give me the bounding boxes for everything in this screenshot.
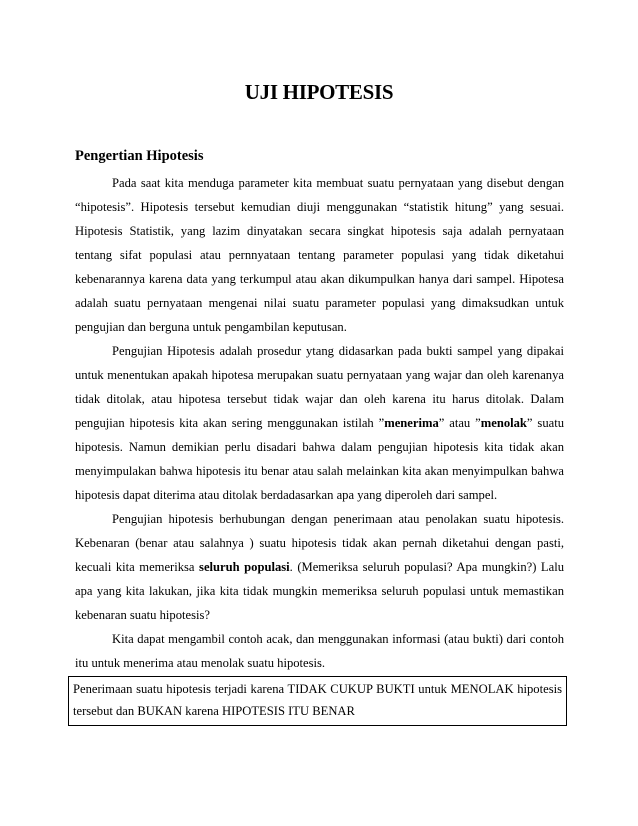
document-title: UJI HIPOTESIS: [244, 80, 394, 104]
section-heading: Pengertian Hipotesis: [75, 148, 204, 164]
paragraph-testing-text-3: ” suatu hipotesis. Namun demikian perlu disadari bahwa dalam pengujian hipotesis kita tidak akan menyimpulakan bahwa hipotesis itu benar atau salah melainkan kita akan menyimpulkan bahwa hipotesis dapat diterima atau ditolak berdadasarkan apa yang diperoleh dari sampel.: [75, 416, 564, 502]
paragraph-testing-text-1: Pengujian Hipotesis adalah prosedur ytang didasarkan pada bukti sampel yang dipakai untuk menentukan apakah hipotesa merupakan suatu pernyataan yang wajar dan oleh karenanya tidak ditolak, atau hipotesa tersebut tidak wajar dan oleh karena itu harus ditolak. Dalam pengujian hipotesis kita akan sering menggunakan istilah ”: [75, 344, 564, 430]
paragraph-definition-text: Pada saat kita menduga parameter kita membuat suatu pernyataan yang disebut dengan “hipotesis”. Hipotesis tersebut kemudian diuji menggunakan “statistik hitung” yang sesuai. Hipotesis Statistik, yang lazim dinyatakan secara singkat hipotesis saja adalah pernyataan tentang sifat populasi atau pernnyataan tentang parameter populasi yang tidak diketahui kebenarannya karena data yang terkumpul atau akan dikumpulkan hanya dari sampel. Hipotesa adalah suatu pernyataan mengenai nilai suatu parameter populasi yang dimaksudkan untuk pengujian dan berguna untuk pengambilan keputusan.: [75, 176, 564, 334]
paragraph-random-sample: [75, 627, 564, 675]
term-menolak: menolak: [480, 416, 527, 430]
paragraph-definition: [75, 171, 564, 339]
paragraph-acceptance-text-1: Pengujian hipotesis berhubungan dengan penerimaan atau penolakan suatu hipotesis. Kebenaran (benar atau salahnya ) suatu hipotesis tidak akan pernah diketahui dengan pasti, kecuali kita memeriksa: [75, 512, 564, 574]
paragraph-random-sample-text: Kita dapat mengambil contoh acak, dan menggunakan informasi (atau bukti) dari contoh itu untuk menerima atau menolak suatu hipotesis.: [75, 632, 564, 670]
term-menerima: menerima: [384, 416, 439, 430]
paragraph-testing-text-2: ” atau ”: [438, 416, 481, 430]
paragraph-acceptance-rejection: [75, 507, 564, 627]
term-seluruh-populasi: seluruh populasi: [199, 560, 290, 574]
paragraph-testing-procedure: [75, 339, 564, 507]
paragraph-acceptance-text-2: . (Memeriksa seluruh populasi? Apa mungkin?) Lalu apa yang kita lakukan, jika kita tidak mungkin memeriksa seluruh populasi untuk memastikan kebenaran suatu hipotesis?: [75, 560, 564, 622]
boxed-note: Penerimaan suatu hipotesis terjadi karena TIDAK CUKUP BUKTI untuk MENOLAK hipotesis tersebut dan BUKAN karena HIPOTESIS ITU BENAR: [68, 676, 567, 726]
